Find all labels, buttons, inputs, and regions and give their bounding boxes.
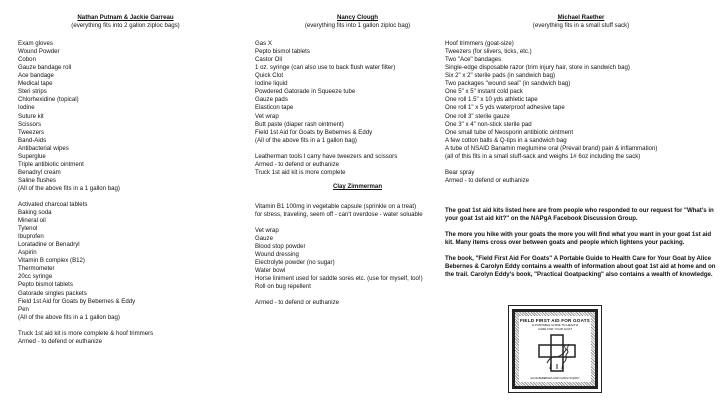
list-item: Truck 1st aid kit is more complete (255, 168, 346, 176)
list-item: Bear spray (445, 168, 475, 176)
kit-list (255, 227, 460, 291)
list-item: Suture kit (18, 112, 44, 120)
list-item: Leatherman tools I carry have tweezers and scissors (255, 152, 398, 160)
kit-list (445, 169, 717, 185)
list-item: Two packages "wound seal" (in sandwich bag) (445, 80, 571, 88)
list-item: Wound dressing (255, 251, 299, 259)
book-cover-image (508, 305, 602, 393)
list-item: Roll on bug repellent (255, 283, 311, 291)
list-item: Elasticon tape (255, 104, 294, 112)
list-item: Activated charcoal tablets (18, 200, 88, 208)
kit-list (18, 40, 233, 193)
list-item: Tylenol (18, 225, 38, 233)
list-item: Pen (18, 305, 29, 313)
list-item: (All of the above fits in a 1 gallon bag) (255, 136, 357, 144)
intro-paragraph: The goat 1st aid kits listed here are from people who responded to our request for "What's in your goat 1st aid kit?" on the NAPgA Facebook Discussion Group. (445, 206, 714, 222)
list-item: Iodine liquid (255, 80, 288, 88)
kit-list (18, 330, 233, 346)
list-item: Field 1st Aid for Goats by Bebernes & Eddy (18, 297, 136, 305)
list-item: Wound Powder (18, 48, 60, 56)
list-item: Baking soda (18, 209, 52, 217)
list-item: Gauze pads (255, 96, 288, 104)
column-header (18, 14, 233, 30)
contributor-name: Nancy Clough (337, 14, 378, 21)
book-cover-face (519, 316, 591, 382)
list-item: 20cc syringe (18, 273, 53, 281)
list-item: Gauze (255, 235, 273, 243)
list-item: Ace bandage (18, 72, 54, 80)
kit-list (255, 40, 460, 145)
list-item: One roll 1.5" x 10 yds athletic tape (445, 96, 538, 104)
list-item: Thermometer (18, 265, 55, 273)
list-item: One small tube of Neosporin antibiotic ointment (445, 128, 574, 136)
book-subtitle-line: A PORTABLE GUIDE TO HEALTH (531, 323, 579, 327)
list-item: Truck 1st aid kit is more complete & hoof trimmers (18, 329, 154, 337)
list-item: A few cotton balls & Q-tips in a sandwich bag (445, 136, 567, 144)
list-item: A tube of NSAID Banamin meglumine oral (Prevail brand) pain & inflammation) (445, 144, 658, 152)
list-item: Pepto bismol tablets (255, 48, 310, 56)
list-item: Gas X (255, 40, 272, 48)
list-item: Iodine (18, 104, 35, 112)
contributor-name: Nathan Putnam & Jackie Garreau (77, 14, 174, 21)
list-item: Single-edge disposable razor (trim injury hair, store in sandwich bag) (445, 64, 630, 72)
book-paragraph: The book, "Field First Aid For Goats" A Portable Guide to Health Care for Your Goat by Alice Bebernes & Carolyn Eddy contains a wealth of information about goat 1st aid at home and on the trail. Carolyn Eddy's book, "Practical Goatpacking" also contains a wealth of knowledge. (445, 254, 716, 278)
list-item: Aspirin (18, 249, 37, 257)
column-clough-zimmerman (255, 14, 460, 307)
list-item: Butt paste (diaper rash ointment) (255, 120, 344, 128)
list-item: Two "Ace" bandages (445, 56, 502, 64)
list-item: Field 1st Aid for Goats by Bebernes & Eddy (255, 128, 373, 136)
list-item: (All of the above fits in a 1 gallon bag) (18, 184, 120, 192)
list-item: Armed - to defend or euthanize (18, 337, 103, 345)
list-item: One 5" x 5" instant cold pack (445, 88, 523, 96)
list-item: Exam gloves (18, 40, 53, 48)
list-item: One roll 1" x 5 yds waterproof adhesive tape (445, 104, 565, 112)
list-item: Steri strips (18, 88, 47, 96)
list-item: Vitamin B complex (B12) (18, 257, 85, 265)
list-item: Water bowl (255, 267, 286, 275)
list-item: Tweezers (18, 128, 45, 136)
list-item: Cobon (18, 56, 36, 64)
list-item: Hoof trimmers (goat-size) (445, 40, 514, 48)
list-item: Band-Aids (18, 136, 47, 144)
list-item: Loratadine or Benadryl (18, 241, 80, 249)
column-subtitle: (everything fits into 2 gallon ziploc bags) (71, 22, 180, 30)
list-item: (all of this fits in a small stuff-sack and weighs 1# 6oz including the sack) (445, 152, 641, 160)
column-subtitle: (everything fits into 1 gallon ziploc bag) (304, 22, 411, 30)
kit-list (255, 299, 460, 307)
list-item: Vitamin B1 100mg in vegetable capsule (sprinkle on a treat) (255, 202, 417, 210)
list-item: Gatorade singles packets (18, 289, 87, 297)
list-item: One 3" x 4" non-stick sterile pad (445, 120, 532, 128)
kit-list (445, 40, 717, 161)
list-item: Armed - to defend or euthanize (255, 299, 340, 307)
list-item: Castor Oil (255, 56, 283, 64)
kit-list (18, 201, 233, 322)
list-item: Mineral oil (18, 217, 46, 225)
list-item: Saline flushes (18, 176, 56, 184)
contributor-name: Michael Raether (557, 14, 605, 21)
list-item: Blood stop powder (255, 243, 306, 251)
list-item: Pepto bismol tablets (18, 281, 73, 289)
list-item: Tweezers (for slivers, ticks, etc.) (445, 48, 532, 56)
column-subtitle: (everything fits in a small stuff sack) (532, 22, 630, 30)
list-item: Ibuprofen (18, 233, 44, 241)
list-item: Gauze bandage roll (18, 64, 72, 72)
list-item: One roll 3" sterile gauze (445, 112, 510, 120)
list-item: (All of the above fits in a 1 gallon bag) (18, 313, 120, 321)
list-item: Armed - to defend or euthanize (255, 160, 340, 168)
advice-paragraph: The more you hike with your goats the more you will find what you want in your goat 1st aid kit. Many items cross over between goats and people which lightens your packing. (445, 230, 712, 246)
list-item: Chlorhexidine (topical) (18, 96, 79, 104)
list-item: Horse liniment used for saddle sores etc. (use for myself, too!) (255, 275, 423, 283)
list-item: Vet wrap (255, 112, 279, 120)
goat-cross-illustration-icon (537, 333, 577, 375)
book-authors: ALICE BEBERNES AND CAROLYN EDDY (530, 377, 580, 380)
book-title: FIELD FIRST AID FOR GOATS (519, 318, 591, 323)
kit-list (255, 203, 460, 219)
list-item: Medical tape (18, 80, 53, 88)
book-subtitle (519, 324, 591, 331)
column-header (255, 14, 460, 30)
column-header (445, 14, 717, 30)
list-item: 1 oz. syringe (can also use to back flush water filter) (255, 64, 396, 72)
list-item: Vet wrap (255, 226, 279, 234)
book-subtitle-line: CARE FOR YOUR GOAT (537, 326, 573, 331)
list-item: Triple antibiotic ointment (18, 160, 84, 168)
list-item: Superglue (18, 152, 46, 160)
kit-list (255, 153, 460, 177)
book-cover-border (512, 309, 598, 389)
list-item: Benadryl cream (18, 168, 61, 176)
contributor-name: Clay Zimmerman (332, 182, 383, 190)
list-item: Six 2" x 2" sterile pads (in sandwich bag) (445, 72, 556, 80)
list-item: for stress, traveling, seem off - can't overdose - water soluable (255, 210, 423, 218)
list-item: Quick Clot (255, 72, 284, 80)
list-item: Armed - to defend or euthanize (445, 176, 530, 184)
list-item: Electrolyte powder (no sugar) (255, 259, 335, 267)
column-putnam-garreau (18, 14, 233, 346)
list-item: Powdered Gatorade in Squeeze tube (255, 88, 356, 96)
list-item: Scissors (18, 120, 42, 128)
column-raether (445, 14, 717, 287)
list-item: Antibacterial wipes (18, 144, 69, 152)
